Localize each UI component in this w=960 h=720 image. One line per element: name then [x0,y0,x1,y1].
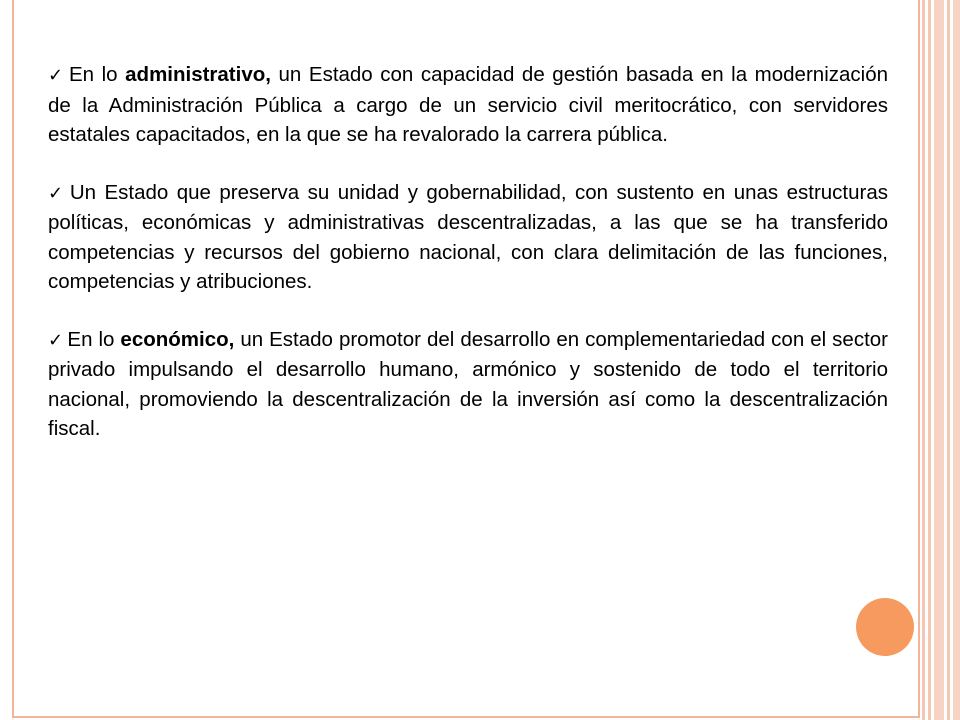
paragraph-text: un Estado promotor del desarrollo en complementariedad con el sector privado impulsando el desarrollo humano, armónico y sostenido de todo el territorio nacional, promoviendo la descentralización de la inversión así como la descentralización fiscal. [48,327,889,440]
check-mark-icon: ✓ [48,65,65,85]
slide-content [48,60,888,444]
decorative-stripes [920,0,960,720]
stripe [947,0,950,720]
check-mark-icon: ✓ [48,182,66,203]
stripe [922,0,925,720]
check-mark-icon: ✓ [48,329,64,350]
bullet-paragraph-economico [48,325,888,444]
paragraph-bold-keyword: económico, [120,327,235,351]
bullet-paragraph-administrativo [48,60,888,150]
paragraph-bold-keyword: administrativo, [125,63,271,86]
stripe [928,0,931,720]
paragraph-text: un Estado con capacidad de gestión basada en la modernización de la Administración Pública a cargo de un servicio civil meritocrático, con servidores estatales capacitados, en la que se ha revalorado la carrera pública. [48,63,889,146]
paragraph-text: En lo [67,327,121,351]
stripe [953,0,960,720]
bullet-paragraph-unidad [48,178,888,297]
stripe [934,0,944,720]
paragraph-text: En lo [68,63,126,86]
decorative-circle [856,598,914,656]
paragraph-text: Un Estado que preserva su unidad y gobernabilidad, con sustento en unas estructuras políticas, económicas y administrativas descentralizadas, a las que se ha transferido competencias y recursos del gobierno nacional, con clara delimitación de las funciones, competencias y atribuciones. [48,180,888,293]
